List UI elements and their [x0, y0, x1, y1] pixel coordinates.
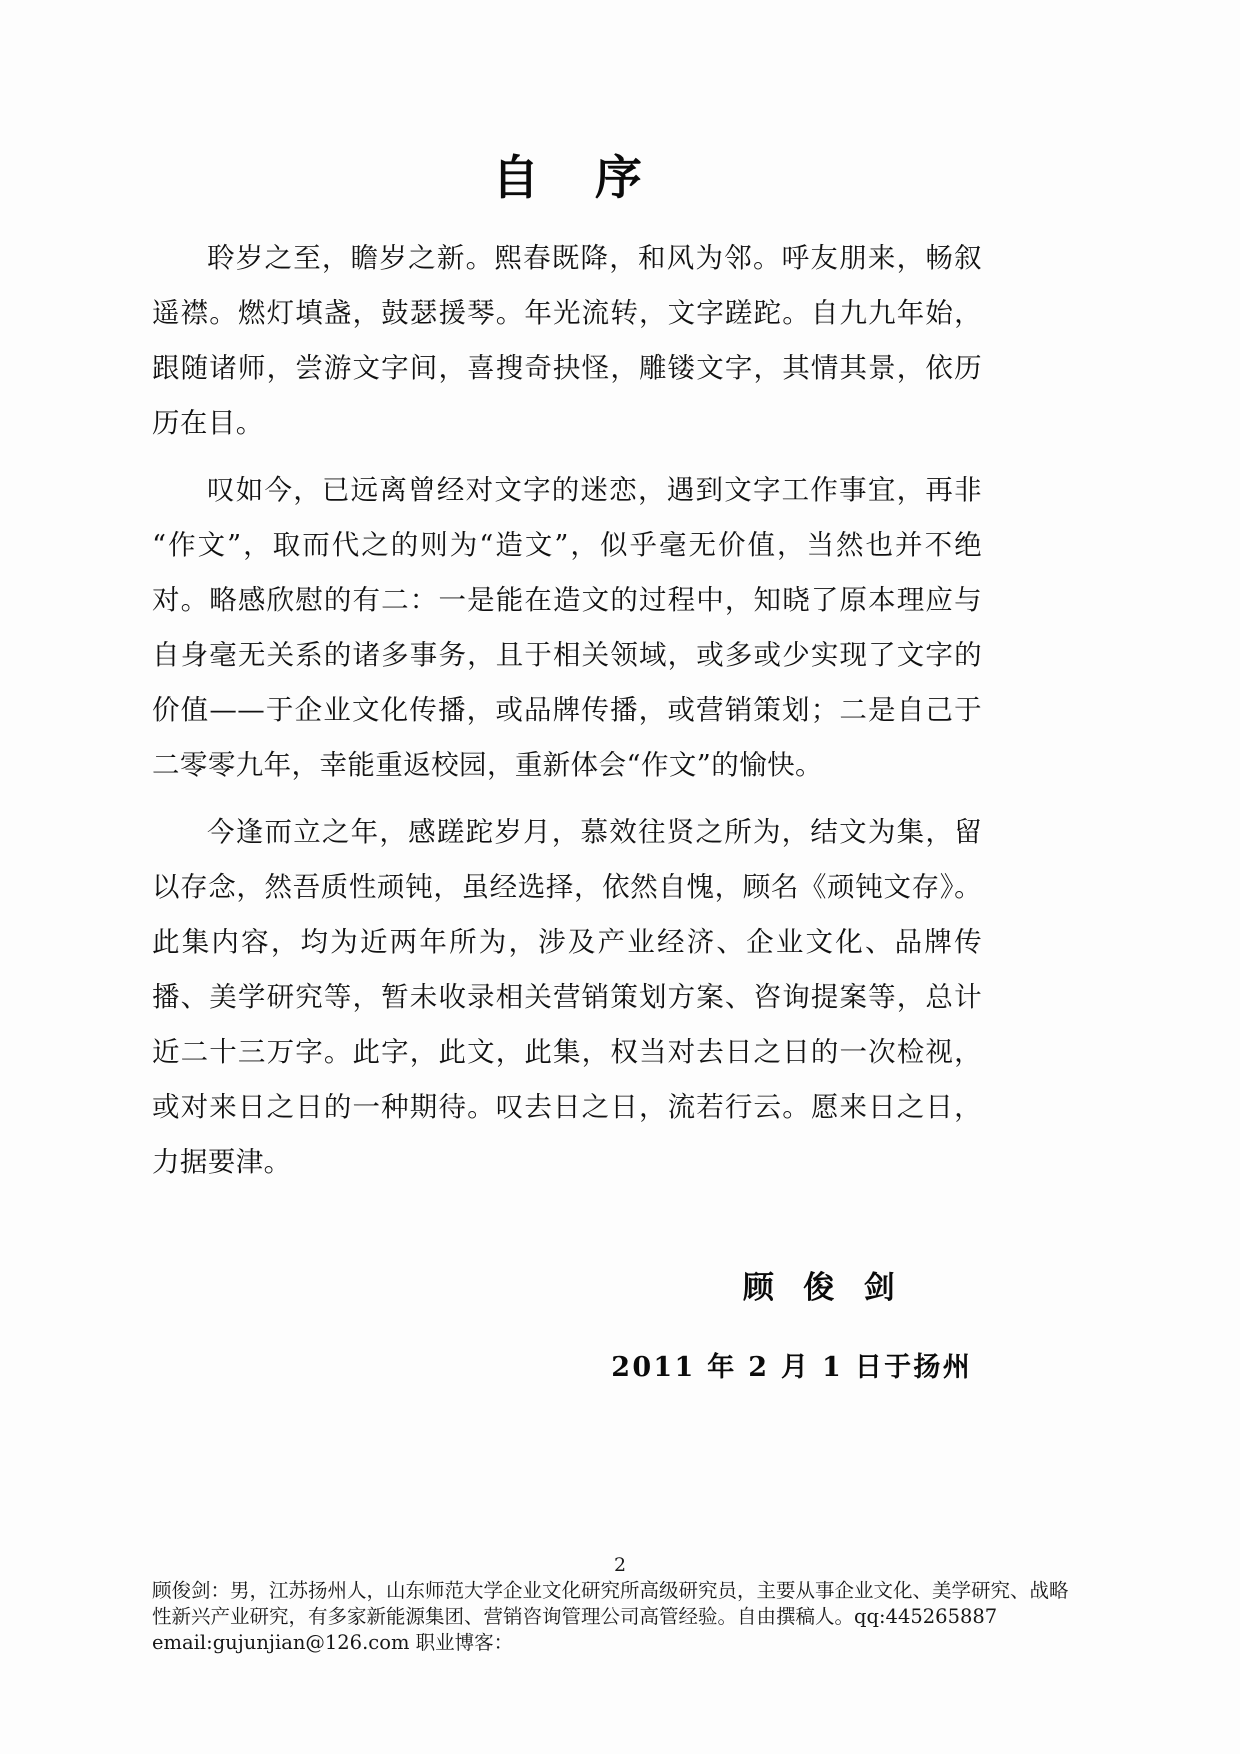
body-paragraph-3: 今逢而立之年，感蹉跎岁月，慕效往贤之所为，结文为集，留以存念，然吾质性顽钝，虽经选择，依然自愧，顾名《顽钝文存》。此集内容，均为近两年所为，涉及产业经济、企业文化、品牌传播、美学研究等，暂未收录相关营销策划方案、咨询提案等，总计近二十三万字。此字，此文，此集，权当对去日之日的一次检视，或对来日之日的一种期待。叹去日之日，流若行云。愿来日之日，力据要津。 — [152, 815, 982, 1178]
signature-date: 2011 年 2 月 1 日于扬州 — [611, 1352, 972, 1383]
page-title: 自 序 — [492, 151, 662, 206]
body-paragraph-1: 聆岁之至，瞻岁之新。熙春既降，和风为邻。呼友朋来，畅叙遥襟。燃灯填盏，鼓瑟援琴。年光流转，文字蹉跎。自九九年始，跟随诸师，尝游文字间，喜搜奇抉怪，雕镂文字，其情其景，依历历在目。 — [152, 241, 982, 439]
signature-block — [152, 1262, 982, 1384]
author-signature: 顾 俊 剑 — [742, 1270, 904, 1306]
footnote-line-1: 顾俊剑：男，江苏扬州人，山东师范大学企业文化研究所高级研究员，主要从事企业文化、美学研究、战略 — [152, 1579, 1069, 1602]
footnote-line-2: 性新兴产业研究，有多家新能源集团、营销咨询管理公司高管经验。自由撰稿人。qq:445265887 — [152, 1605, 998, 1628]
page-number: 2 — [613, 1554, 627, 1576]
footnote-line-3: email:gujunjian@126.com 职业博客： — [152, 1631, 514, 1654]
footnote-block — [152, 1578, 1069, 1656]
body-paragraph-2: 叹如今，已远离曾经对文字的迷恋，遇到文字工作事宜，再非“作文”，取而代之的则为“造文”，似乎毫无价值，当然也并不绝对。略感欣慰的有二：一是能在造文的过程中，知晓了原本理应与自身毫无关系的诸多事务，且于相关领域，或多或少实现了文字的价值——于企业文化传播，或品牌传播，或营销策划；二是自己于二零零九年，幸能重返校园，重新体会“作文”的愉快。 — [152, 473, 982, 781]
document-content — [152, 150, 982, 1190]
